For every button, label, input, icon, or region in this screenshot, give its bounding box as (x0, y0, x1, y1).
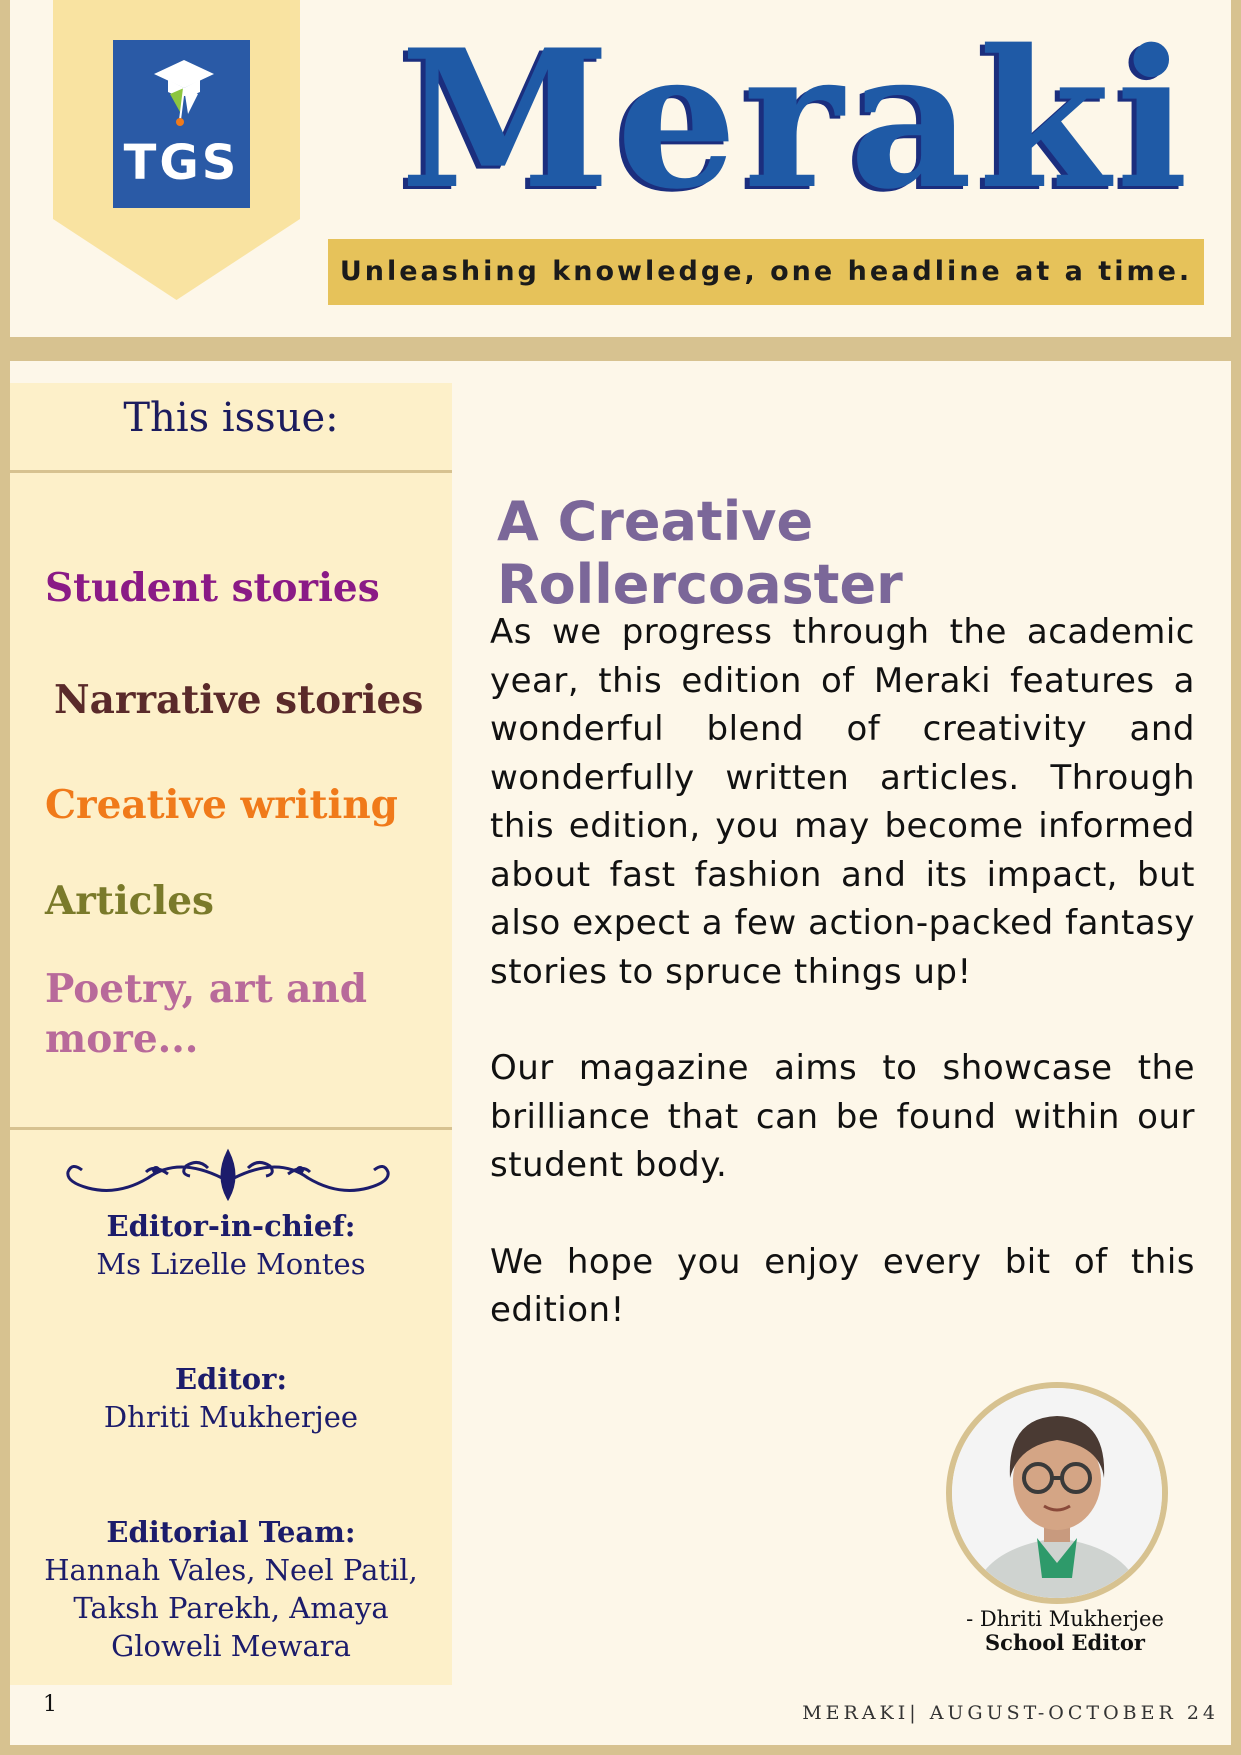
article-title: A Creative Rollercoaster (497, 490, 903, 616)
masthead-title: Meraki (400, 8, 1195, 231)
article-body (490, 608, 1195, 1383)
credit-name: Hannah Vales, Neel Patil, (44, 1553, 418, 1587)
editor-portrait-image (952, 1388, 1162, 1598)
article-signature (940, 1607, 1190, 1655)
article-paragraph: Our magazine aims to showcase the brilliance that can be found within our student body. (490, 1048, 1195, 1185)
credit-name: Ms Lizelle Montes (96, 1247, 366, 1281)
signature-name: - Dhriti Mukherjee (966, 1607, 1164, 1631)
credit-role: Editor: (174, 1362, 288, 1396)
credit-role: Editor-in-chief: (106, 1209, 356, 1243)
credit-role: Editorial Team: (106, 1515, 356, 1549)
tagline: Unleashing knowledge, one headline at a time. (339, 256, 1193, 287)
toc-item-narrative-stories: Narrative stories (54, 677, 424, 723)
credit-editorial-team (10, 1513, 452, 1665)
toc-item-student-stories: Student stories (45, 565, 380, 611)
credit-editor (10, 1360, 452, 1436)
credit-editor-in-chief (10, 1207, 452, 1283)
toc-item-more: more... (45, 1016, 199, 1062)
article-paragraph: As we progress through the academic year, this edition of Meraki features a wonderful blend of creativity and wonderfully written articles. Through this edition, you may become informed about fast fashion and its impact, but also expect a few action-packed fantasy stories to spruce things up! (490, 612, 1195, 992)
sidebar-title: This issue: (123, 395, 339, 441)
sidebar-divider (10, 1127, 452, 1130)
page-number: 1 (43, 1692, 57, 1717)
credit-name: Taksh Parekh, Amaya (73, 1591, 389, 1625)
ornament-flourish-icon (58, 1148, 398, 1206)
sidebar-divider (10, 470, 452, 473)
graduation-cap-icon (154, 60, 214, 140)
header-divider (0, 337, 1241, 361)
editor-photo (946, 1382, 1168, 1604)
credit-name: Dhriti Mukherjee (103, 1400, 359, 1434)
logo-text: TGS (123, 135, 240, 191)
toc-item-poetry-art: Poetry, art and (45, 966, 368, 1012)
article-paragraph: We hope you enjoy every bit of this edition! (490, 1241, 1195, 1330)
signature-role: School Editor (985, 1630, 1145, 1655)
toc-item-creative-writing: Creative writing (45, 782, 398, 828)
footer-text: MERAKI| AUGUST-OCTOBER 24 (802, 1702, 1219, 1724)
toc-item-articles: Articles (45, 878, 214, 924)
credit-name: Gloweli Mewara (111, 1629, 351, 1663)
